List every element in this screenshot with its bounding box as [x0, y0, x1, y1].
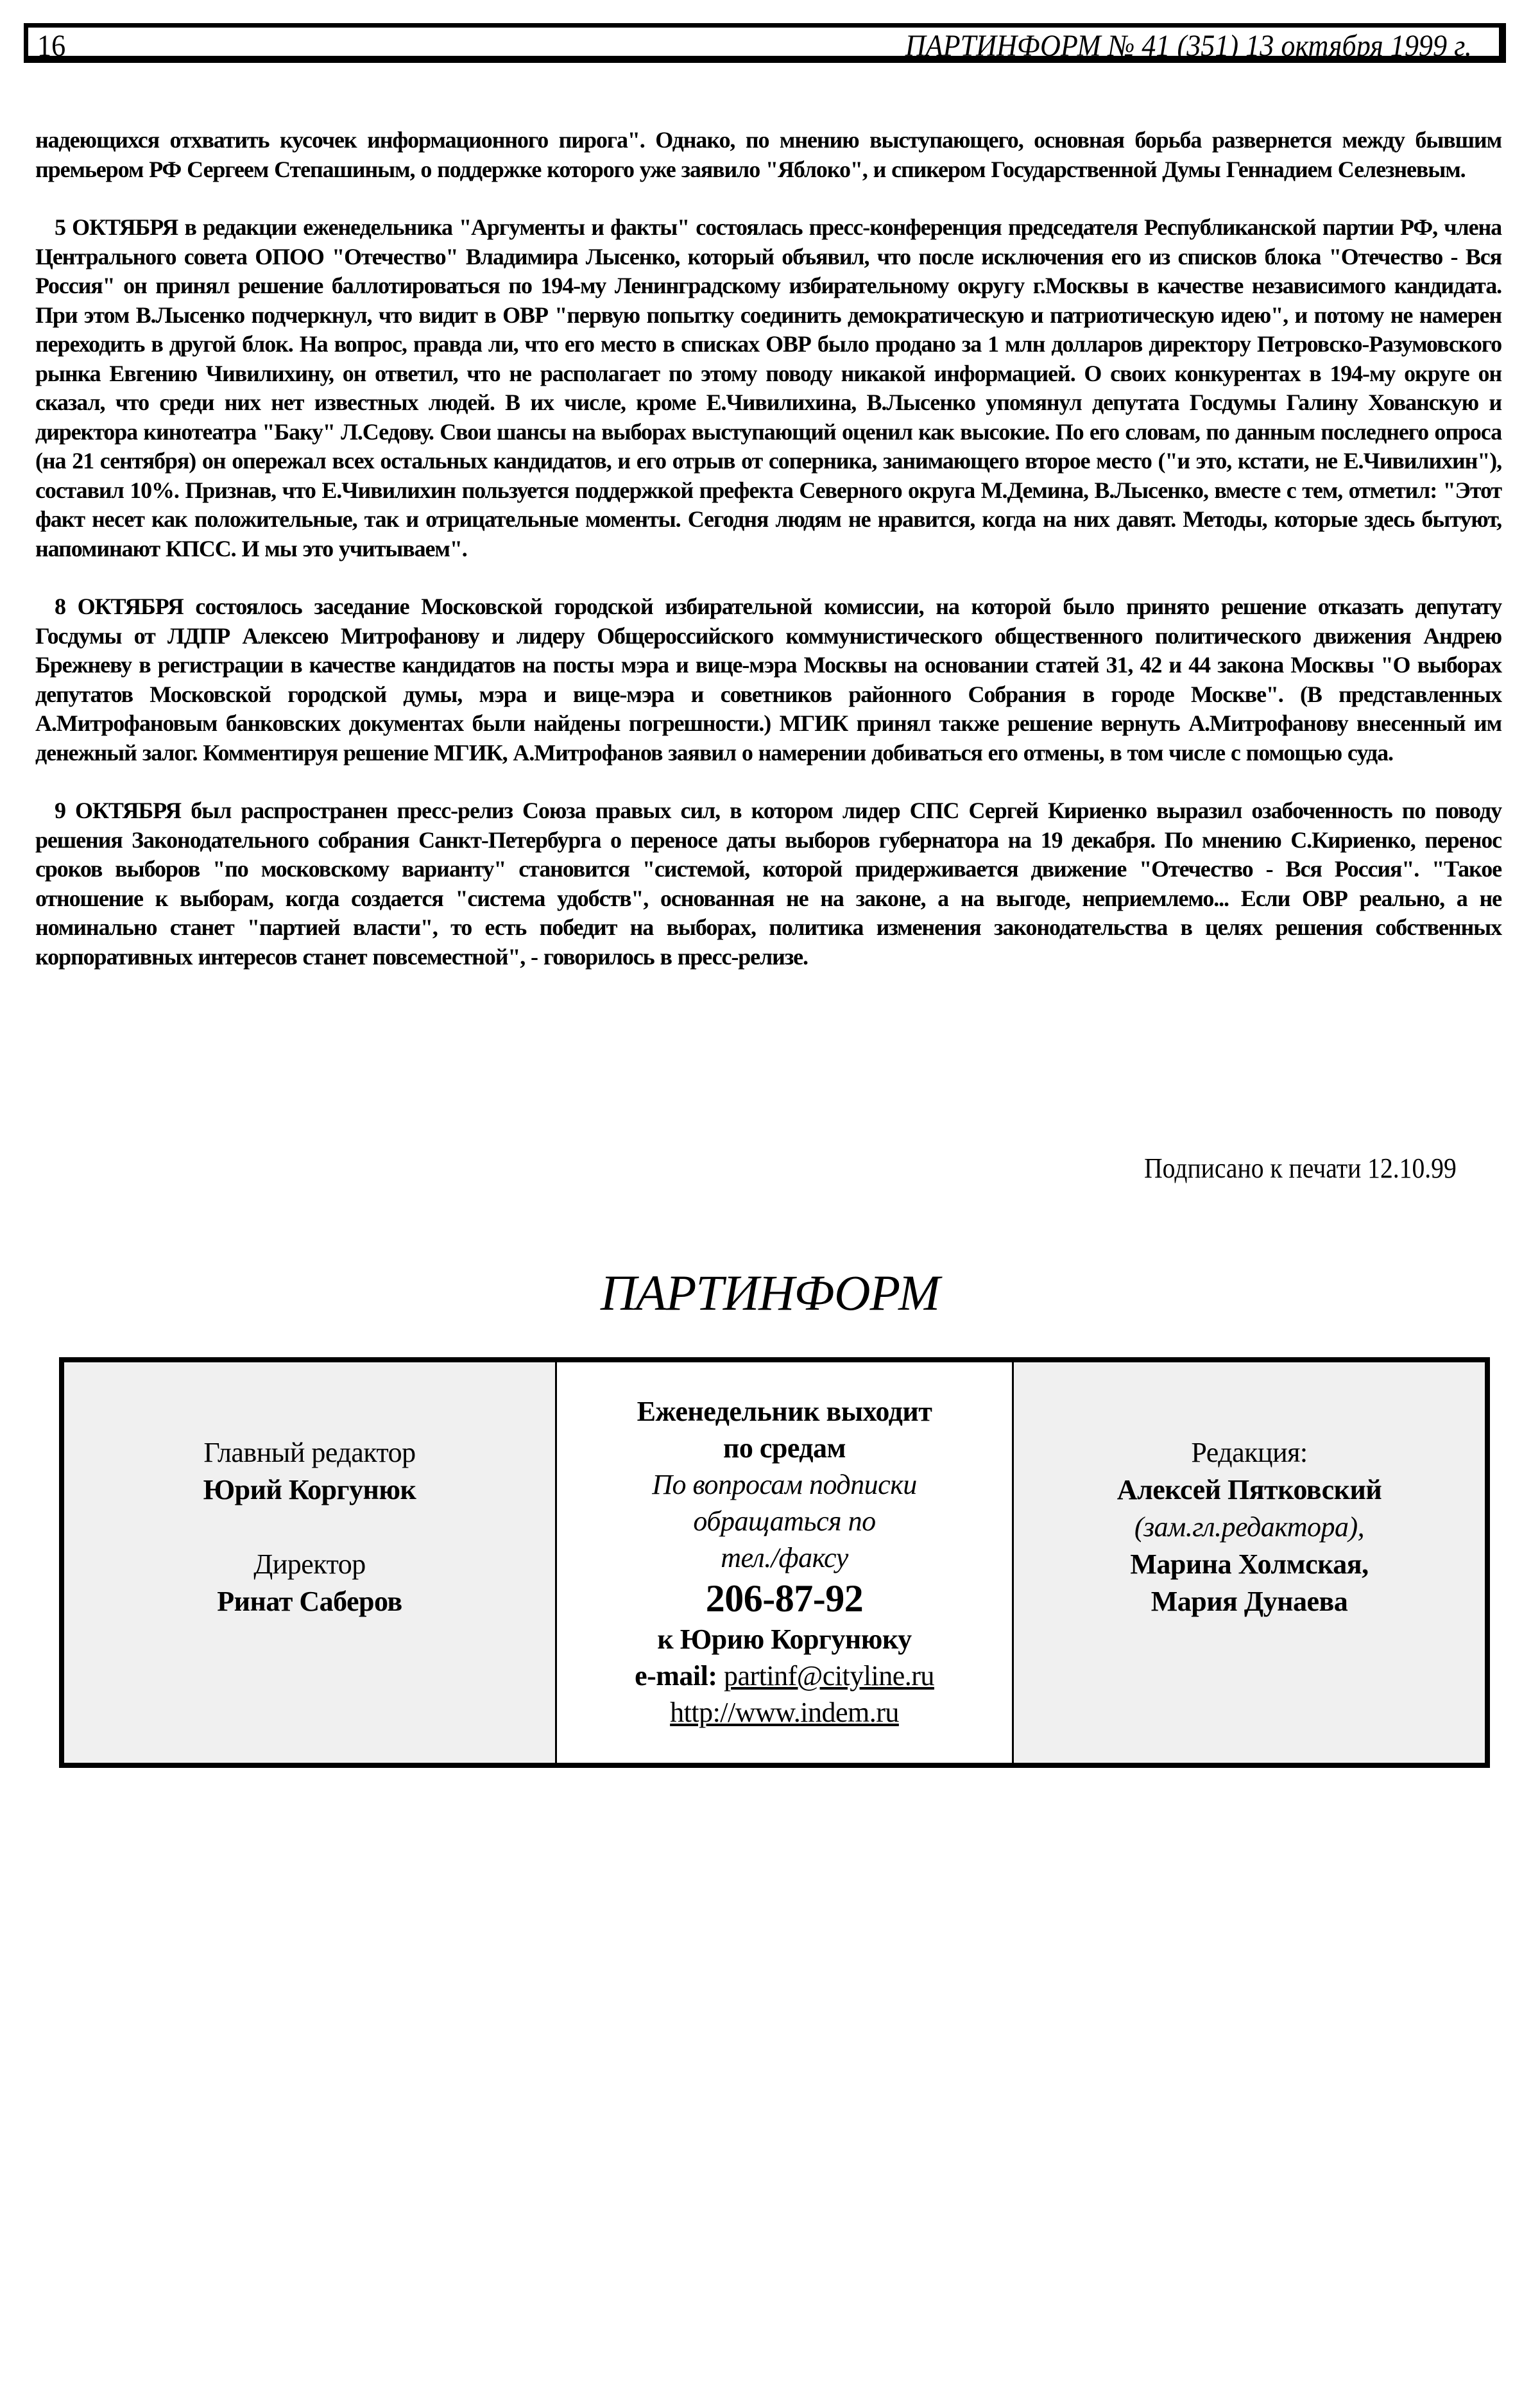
- editorial-label: Редакция:: [1191, 1437, 1308, 1468]
- article-paragraph: надеющихся отхватить кусочек информационного пирога". Однако, по мнению выступающего, основная борьба развернется между бывшим премьером РФ Сергеем Степашиным, о поддержке которого уже заявило "Яблоко", и спикером Государственной Думы Геннадием Селезневым.: [35, 127, 1502, 182]
- schedule-line: по средам: [723, 1432, 846, 1464]
- subscription-line: По вопросам подписки: [652, 1469, 917, 1500]
- subscription-line: обращаться по: [693, 1505, 876, 1537]
- signed-for-print: Подписано к печати 12.10.99: [1144, 1152, 1457, 1184]
- imprint-leadership: [64, 1362, 557, 1763]
- article-paragraph: 5 ОКТЯБРЯ в редакции еженедельника "Аргументы и факты" состоялась пресс-конференция председателя Республиканской партии РФ, члена Центрального совета ОПОО "Отечество" Владимира Лысенко, который объявил, что после исключения его из списков блока "Отечество - Вся Россия" он принял решение баллотироваться по 194-му Ленинградскому избирательному округу г.Москвы в качестве независимого кандидата. При этом В.Лысенко подчеркнул, что видит в ОВР "первую попытку соединить демократическую и патриотическую идею", и потому не намерен переходить в другой блок. На вопрос, правда ли, что его место в списках ОВР было продано за 1 млн долларов директору Петровско-Разумовского рынка Евгению Чивилихину, он ответил, что не располагает по этому поводу никакой информацией. О своих конкурентах в 194-му округе он сказал, что среди них нет известных людей. В их числе, кроме Е.Чивилихина, В.Лысенко упомянул депутата Госдумы Галину Хованскую и директора кинотеатра "Баку" Л.Седову. Свои шансы на выборах выступающий оценил как высокие. По его словам, по данным последнего опроса (на 21 сентября) он опережал всех остальных кандидатов, и его отрыв от соперника, занимающего второе место ("и это, кстати, не Е.Чивилихин"), составил 10%. Признав, что Е.Чивилихин пользуется поддержкой префекта Северного округа М.Демина, В.Лысенко, вместе с тем, отметил: "Этот факт несет как положительные, так и отрицательные моменты. Сегодня людям не нравится, когда на них давят. Методы, которые здесь бытуют, напоминают КПСС. И мы это учитываем".: [35, 214, 1502, 561]
- article-paragraph: 9 ОКТЯБРЯ был распространен пресс-релиз Союза правых сил, в котором лидер СПС Сергей Кириенко выразил озабоченность по поводу решения Законодательного собрания Санкт-Петербурга о переносе даты выборов губернатора на 19 декабря. По мнению С.Кириенко, перенос сроков выборов "по московскому варианту" становится "системой, которой придерживается движение "Отечество - Вся Россия". "Такое отношение к выборам, когда создается "система удобств", основанная не на законе, а на выгоде, неприемлемо... Если ОВР реально, а не номинально станет "партией власти", то есть победит на выборах, политика изменения законодательства в целях решения собственных корпоративных интересов станет повсеместной", - говорилось в пресс-релизе.: [35, 798, 1502, 970]
- imprint-editorial: [1014, 1362, 1485, 1763]
- spacer: [64, 1509, 555, 1546]
- article-body: [35, 126, 1502, 1000]
- phone-number: 206-87-92: [705, 1577, 864, 1620]
- email-label: e-mail:: [635, 1660, 717, 1692]
- page-number: 16: [37, 29, 66, 63]
- article-paragraph: 8 ОКТЯБРЯ состоялось заседание Московской городской избирательной комиссии, на которой было принято решение отказать депутату Госдумы от ЛДПР Алексею Митрофанову и лидеру Общероссийского коммунистического общественного политического движения Андрею Брежневу в регистрации в качестве кандидатов на посты мэра и вице-мэра Москвы на основании статей 31, 42 и 44 закона Москвы "О выборах депутатов Московской городской думы, мэра и вице-мэра и советников районного Собрания в городе Москве". (В представленных А.Митрофановым банковских документах были найдены погрешности.) МГИК принял также решение вернуть А.Митрофанову внесенный им денежный залог. Комментируя решение МГИК, А.Митрофанов заявил о намерении добиваться его отмены, в том числе с помощью суда.: [35, 594, 1502, 766]
- editor-role: (зам.гл.редактора),: [1134, 1511, 1365, 1543]
- imprint-box: [59, 1357, 1490, 1768]
- editor-name: Марина Холмская,: [1130, 1548, 1369, 1580]
- imprint-contacts: [557, 1362, 1014, 1763]
- issue-masthead: ПАРТИНФОРМ № 41 (351) 13 октября 1999 г.: [905, 29, 1472, 63]
- contact-person: к Юрию Коргунюку: [657, 1624, 912, 1655]
- schedule-line: Еженедельник выходит: [637, 1396, 932, 1427]
- brand-title: ПАРТИНФОРМ: [600, 1265, 940, 1321]
- website-link[interactable]: http://www.indem.ru: [670, 1697, 899, 1728]
- director-label: Директор: [253, 1548, 366, 1580]
- chief-editor-name: Юрий Коргунюк: [203, 1474, 416, 1505]
- subscription-line: тел./факсу: [721, 1542, 848, 1573]
- page-header: [24, 23, 1506, 63]
- email-line: [557, 1658, 1012, 1694]
- email-link[interactable]: partinf@cityline.ru: [724, 1660, 934, 1692]
- director-name: Ринат Саберов: [217, 1586, 402, 1617]
- editor-name: Мария Дунаева: [1151, 1586, 1348, 1617]
- chief-editor-label: Главный редактор: [203, 1437, 416, 1468]
- editor-name: Алексей Пятковский: [1116, 1474, 1382, 1505]
